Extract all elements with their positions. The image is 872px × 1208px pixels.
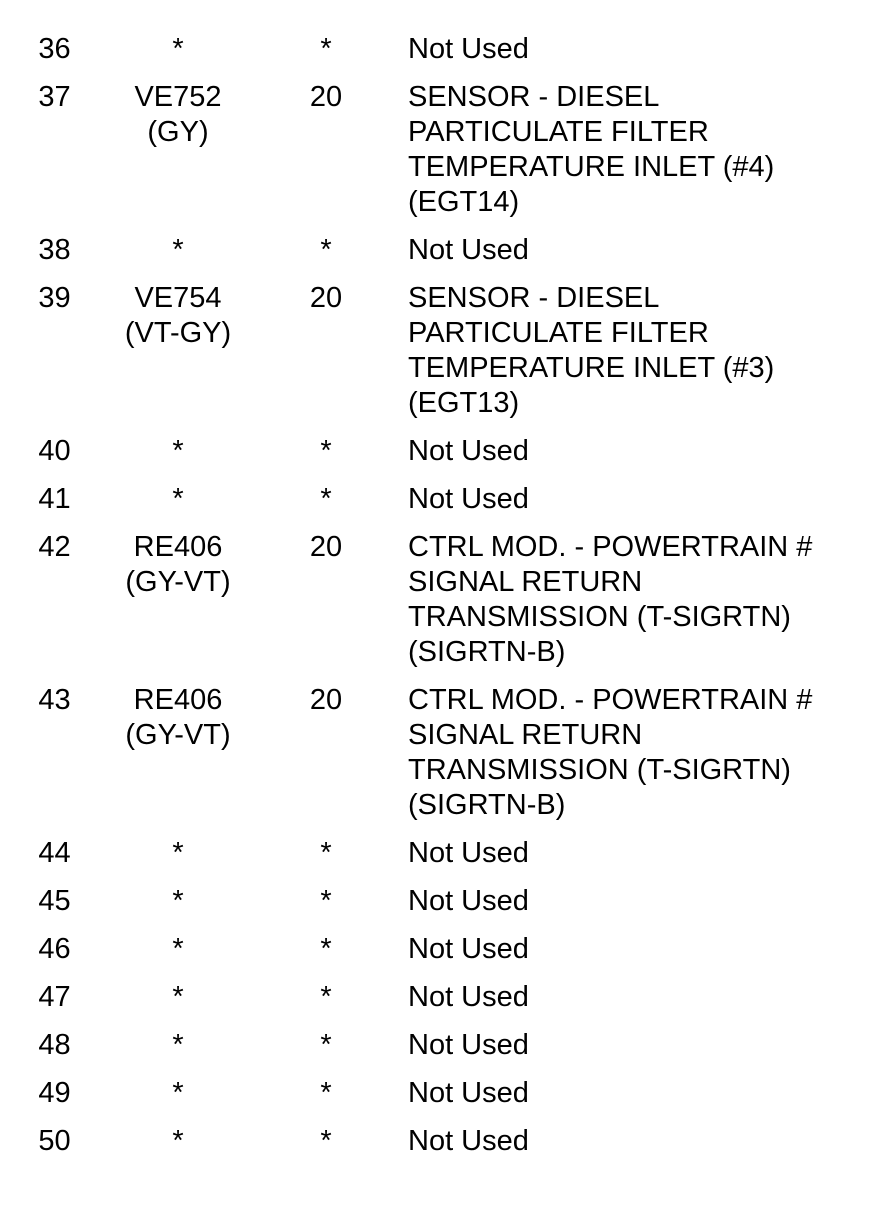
function-line: TRANSMISSION (T-SIGRTN) (408, 754, 791, 786)
function-cell (408, 683, 868, 823)
function-line: Not Used (408, 483, 529, 515)
circuit-line: * (172, 1077, 184, 1109)
function-line: Not Used (408, 234, 529, 266)
circuit-line: * (172, 981, 184, 1013)
function-cell (408, 434, 868, 469)
cavity-number: 47 (38, 981, 71, 1013)
circuit-cell (83, 884, 273, 919)
circuit-cell (83, 980, 273, 1015)
table-row (0, 980, 872, 1015)
function-line: SENSOR - DIESEL (408, 282, 660, 314)
function-line: TEMPERATURE INLET (#3) (408, 352, 775, 384)
function-line: Not Used (408, 1029, 529, 1061)
table-row (0, 434, 872, 469)
cavity-number: 37 (38, 81, 71, 113)
wire-gauge: 20 (309, 531, 343, 563)
wire-gauge: * (320, 837, 332, 869)
function-cell (408, 482, 868, 517)
cavity-number: 49 (38, 1077, 71, 1109)
function-line: CTRL MOD. - POWERTRAIN # (408, 531, 813, 563)
cavity-number: 44 (38, 837, 71, 869)
function-line: SIGNAL RETURN (408, 566, 643, 598)
circuit-line: * (172, 483, 184, 515)
circuit-line: * (172, 1029, 184, 1061)
function-cell (408, 884, 868, 919)
table-row (0, 530, 872, 670)
wire-gauge: 20 (309, 684, 343, 716)
circuit-line: VE754 (134, 282, 222, 314)
wire-gauge: * (320, 234, 332, 266)
function-line: CTRL MOD. - POWERTRAIN # (408, 684, 813, 716)
function-cell (408, 1028, 868, 1063)
function-cell (408, 281, 868, 421)
function-line: (EGT13) (408, 387, 520, 419)
table-row (0, 1124, 872, 1159)
function-line: Not Used (408, 33, 529, 65)
connector-pin-table (0, 32, 872, 1172)
wire-gauge: * (320, 885, 332, 917)
circuit-line: * (172, 837, 184, 869)
cavity-number: 42 (38, 531, 71, 563)
wire-gauge: * (320, 981, 332, 1013)
function-line: SENSOR - DIESEL (408, 81, 660, 113)
function-cell (408, 530, 868, 670)
wire-gauge: * (320, 933, 332, 965)
function-cell (408, 80, 868, 220)
function-cell (408, 932, 868, 967)
function-line: Not Used (408, 885, 529, 917)
wire-gauge: * (320, 1125, 332, 1157)
circuit-cell (83, 233, 273, 268)
circuit-line: (GY) (147, 116, 209, 148)
table-row (0, 884, 872, 919)
function-cell (408, 233, 868, 268)
circuit-line: * (172, 1125, 184, 1157)
circuit-line: (VT-GY) (124, 317, 232, 349)
circuit-cell (83, 836, 273, 871)
cavity-number: 46 (38, 933, 71, 965)
wire-gauge: 20 (309, 282, 343, 314)
circuit-line: RE406 (133, 531, 223, 563)
circuit-cell (83, 80, 273, 150)
function-line: Not Used (408, 435, 529, 467)
cavity-number: 36 (38, 33, 71, 65)
circuit-line: (GY-VT) (125, 719, 231, 751)
table-row (0, 80, 872, 220)
circuit-line: * (172, 435, 184, 467)
wire-gauge: * (320, 1029, 332, 1061)
cavity-number: 41 (38, 483, 71, 515)
circuit-line: (GY-VT) (125, 566, 231, 598)
circuit-cell (83, 683, 273, 753)
circuit-cell (83, 932, 273, 967)
cavity-number: 45 (38, 885, 71, 917)
table-row (0, 1076, 872, 1111)
circuit-cell (83, 281, 273, 351)
function-line: (SIGRTN-B) (408, 636, 566, 668)
function-line: PARTICULATE FILTER (408, 317, 709, 349)
circuit-line: * (172, 933, 184, 965)
function-line: TEMPERATURE INLET (#4) (408, 151, 775, 183)
wire-gauge: * (320, 435, 332, 467)
cavity-number: 39 (38, 282, 71, 314)
circuit-cell (83, 1076, 273, 1111)
table-row (0, 482, 872, 517)
circuit-cell (83, 32, 273, 67)
cavity-number: 50 (38, 1125, 71, 1157)
function-cell (408, 836, 868, 871)
wire-gauge: 20 (309, 81, 343, 113)
table-row (0, 281, 872, 421)
table-row (0, 233, 872, 268)
function-cell (408, 32, 868, 67)
table-row (0, 32, 872, 67)
function-line: Not Used (408, 1077, 529, 1109)
function-cell (408, 980, 868, 1015)
circuit-cell (83, 434, 273, 469)
function-line: TRANSMISSION (T-SIGRTN) (408, 601, 791, 633)
wire-gauge: * (320, 483, 332, 515)
cavity-number: 43 (38, 684, 71, 716)
circuit-line: * (172, 234, 184, 266)
table-row (0, 836, 872, 871)
function-line: SIGNAL RETURN (408, 719, 643, 751)
table-row (0, 1028, 872, 1063)
table-row (0, 683, 872, 823)
function-line: (SIGRTN-B) (408, 789, 566, 821)
circuit-line: * (172, 33, 184, 65)
wire-gauge: * (320, 33, 332, 65)
circuit-line: VE752 (134, 81, 222, 113)
function-line: (EGT14) (408, 186, 520, 218)
function-line: PARTICULATE FILTER (408, 116, 709, 148)
cavity-number: 38 (38, 234, 71, 266)
function-line: Not Used (408, 1125, 529, 1157)
cavity-number: 48 (38, 1029, 71, 1061)
table-row (0, 932, 872, 967)
circuit-cell (83, 482, 273, 517)
function-cell (408, 1076, 868, 1111)
circuit-cell (83, 1124, 273, 1159)
circuit-line: RE406 (133, 684, 223, 716)
circuit-cell (83, 530, 273, 600)
function-line: Not Used (408, 933, 529, 965)
wire-gauge: * (320, 1077, 332, 1109)
cavity-number: 40 (38, 435, 71, 467)
circuit-line: * (172, 885, 184, 917)
circuit-cell (83, 1028, 273, 1063)
function-cell (408, 1124, 868, 1159)
function-line: Not Used (408, 837, 529, 869)
function-line: Not Used (408, 981, 529, 1013)
